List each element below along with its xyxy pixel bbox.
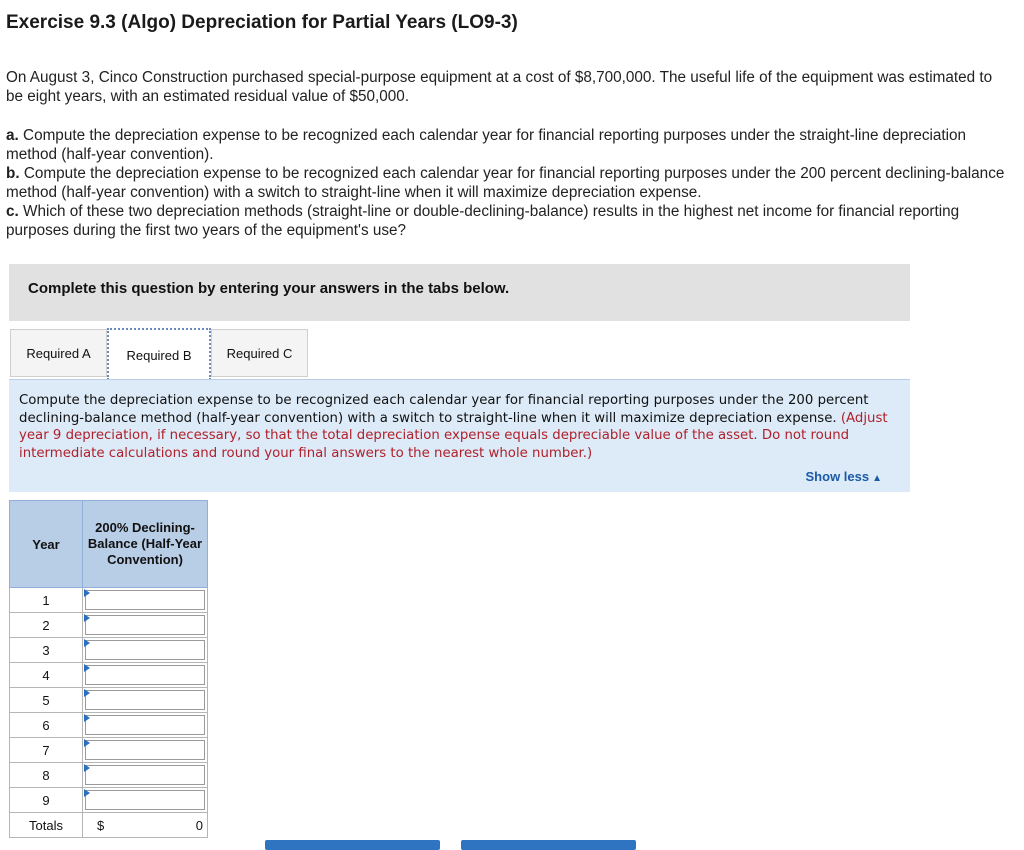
- depreciation-input-cell[interactable]: [83, 688, 208, 713]
- year-cell: 3: [10, 638, 83, 663]
- show-less-toggle[interactable]: [806, 469, 882, 484]
- cell-marker-icon: [84, 789, 90, 797]
- part-b-text: Compute the depreciation expense to be recognized each calendar year for financial reporting purposes under the 200 percent declining-balance method (half-year convention) with a switch to straight-line when it will maximize depreciation expense.: [6, 165, 1005, 201]
- complete-question-text: Complete this question by entering your answers in the tabs below.: [28, 280, 510, 297]
- table-row: [10, 763, 208, 788]
- depreciation-input-cell[interactable]: [83, 738, 208, 763]
- instructions-note: (Adjust year 9 depreciation, if necessary, so that the total depreciation expense equals depreciable value of the asset. Do not round intermediate calculations and round your final answers to the nearest whole number.): [19, 410, 888, 461]
- declining-balance-column-header: 200% Declining-Balance (Half-Year Convention): [83, 501, 208, 588]
- year-cell: 9: [10, 788, 83, 813]
- part-b: [6, 164, 1006, 202]
- depreciation-input[interactable]: [85, 715, 205, 735]
- depreciation-input[interactable]: [85, 690, 205, 710]
- depreciation-input[interactable]: [85, 665, 205, 685]
- part-c-text: Which of these two depreciation methods (straight-line or double-declining-balance) results in the highest net income for financial reporting purposes during the first two years of the equipment's use?: [6, 203, 960, 239]
- triangle-up-icon: ▲: [872, 473, 882, 484]
- instructions-main: Compute the depreciation expense to be recognized each calendar year for financial reporting purposes under the 200 percent declining-balance method (half-year convention) with a switch to straight-line when it will maximize depreciation expense.: [19, 393, 869, 426]
- year-cell: 7: [10, 738, 83, 763]
- totals-value: 0: [195, 818, 203, 833]
- cell-marker-icon: [84, 589, 90, 597]
- year-cell: 5: [10, 688, 83, 713]
- year-cell: 4: [10, 663, 83, 688]
- depreciation-input[interactable]: [85, 765, 205, 785]
- year-cell: 1: [10, 588, 83, 613]
- depreciation-input[interactable]: [85, 740, 205, 760]
- depreciation-input[interactable]: [85, 615, 205, 635]
- year-cell: 6: [10, 713, 83, 738]
- part-a: [6, 126, 1006, 164]
- table-row: [10, 663, 208, 688]
- cell-marker-icon: [84, 739, 90, 747]
- year-cell: 2: [10, 613, 83, 638]
- next-button[interactable]: [461, 840, 636, 850]
- table-row: [10, 738, 208, 763]
- depreciation-input[interactable]: [85, 640, 205, 660]
- complete-question-banner: [9, 264, 910, 321]
- cell-marker-icon: [84, 614, 90, 622]
- table-row: [10, 588, 208, 613]
- depreciation-input-cell[interactable]: [83, 663, 208, 688]
- tab-required-a[interactable]: Required A: [10, 329, 107, 377]
- page-title: Exercise 9.3 (Algo) Depreciation for Partial Years (LO9-3): [6, 12, 518, 33]
- totals-value-cell: [83, 813, 208, 838]
- cell-marker-icon: [84, 689, 90, 697]
- year-cell: 8: [10, 763, 83, 788]
- totals-currency: $: [97, 818, 105, 833]
- table-row: [10, 788, 208, 813]
- depreciation-input-cell[interactable]: [83, 638, 208, 663]
- instructions-text: [19, 392, 904, 462]
- tab-required-b[interactable]: Required B: [107, 328, 211, 380]
- table-row: [10, 638, 208, 663]
- part-b-label: b.: [6, 165, 20, 182]
- tab-required-c[interactable]: Required C: [211, 329, 308, 377]
- totals-label: Totals: [10, 813, 83, 838]
- depreciation-input-cell[interactable]: [83, 788, 208, 813]
- table-row: [10, 688, 208, 713]
- depreciation-input-cell[interactable]: [83, 613, 208, 638]
- part-a-label: a.: [6, 127, 19, 144]
- cell-marker-icon: [84, 639, 90, 647]
- part-c: [6, 202, 1006, 240]
- table-row: [10, 613, 208, 638]
- depreciation-input-cell[interactable]: [83, 588, 208, 613]
- part-c-label: c.: [6, 203, 19, 220]
- depreciation-input[interactable]: [85, 590, 205, 610]
- table-row: [10, 713, 208, 738]
- prev-button[interactable]: [265, 840, 440, 850]
- year-column-header: Year: [10, 501, 83, 588]
- cell-marker-icon: [84, 664, 90, 672]
- intro-text: On August 3, Cinco Construction purchased special-purpose equipment at a cost of $8,700,000. The useful life of the equipment was estimated to be eight years, with an estimated residual value of $50,000.: [6, 69, 993, 105]
- answer-tabs: [10, 329, 308, 379]
- depreciation-input-cell[interactable]: [83, 763, 208, 788]
- show-less-label: Show less: [805, 469, 870, 484]
- instructions-panel: [9, 379, 910, 492]
- cell-marker-icon: [84, 764, 90, 772]
- depreciation-table: [9, 500, 208, 838]
- part-a-text: Compute the depreciation expense to be recognized each calendar year for financial reporting purposes under the straight-line depreciation method (half-year convention).: [6, 127, 967, 163]
- cell-marker-icon: [84, 714, 90, 722]
- depreciation-input[interactable]: [85, 790, 205, 810]
- totals-row: [10, 813, 208, 838]
- depreciation-input-cell[interactable]: [83, 713, 208, 738]
